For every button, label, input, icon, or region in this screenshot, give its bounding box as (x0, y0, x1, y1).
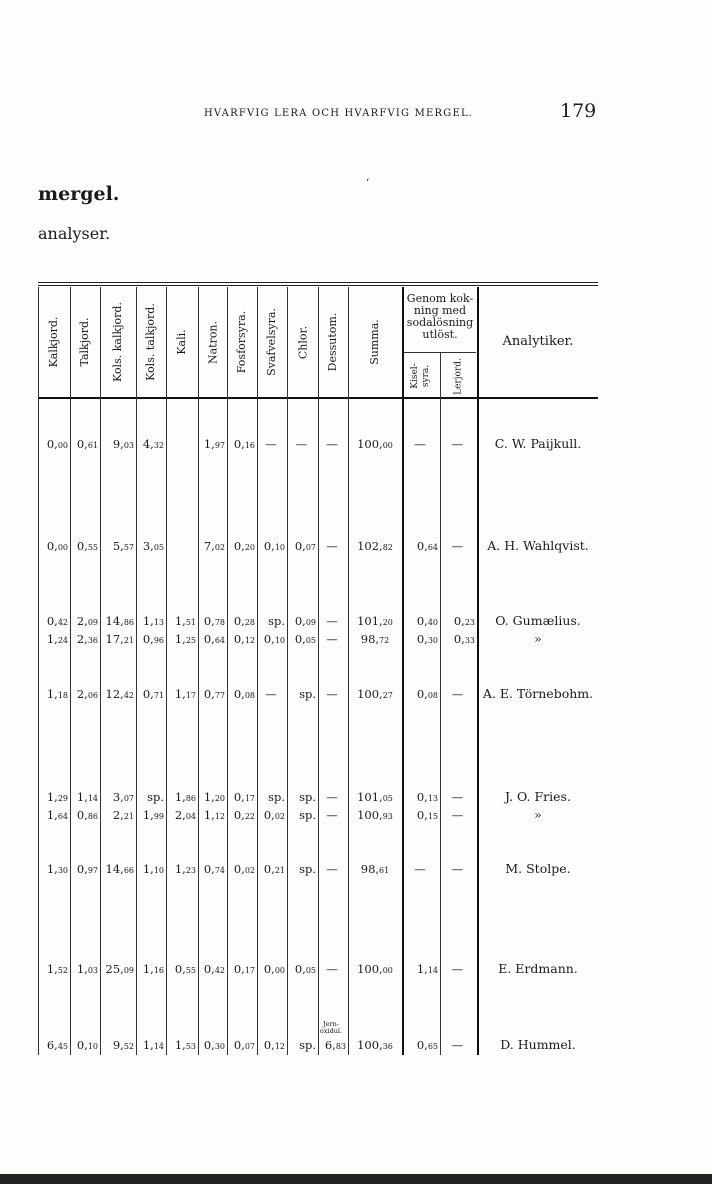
column-rule (227, 287, 228, 1055)
table-cell: 0,12 (233, 632, 255, 646)
table-cell: 0,00 (46, 437, 68, 451)
analyst-name: » (534, 631, 542, 646)
table-cell: — (326, 790, 338, 804)
genom-subheader: Lerjord. (453, 357, 463, 395)
table-cell: 2,06 (76, 687, 98, 701)
table-cell: — (326, 632, 338, 646)
column-rule (477, 287, 479, 1055)
table-cell: 1,24 (46, 632, 68, 646)
table-cell: 0,22 (233, 808, 255, 822)
table-cell: — (451, 687, 464, 701)
table-cell: 0,05 (294, 962, 316, 976)
table-cell: 9,52 (112, 1038, 134, 1052)
table-cell: 0,07 (233, 1038, 255, 1052)
table-cell: — (265, 687, 277, 701)
table-cell: 0,17 (233, 790, 255, 804)
table-cell: — (326, 687, 338, 701)
table-cell: 98,72 (360, 632, 390, 646)
table-cell: 1,51 (174, 614, 196, 628)
table-cell: 1,13 (142, 614, 164, 628)
section-title: mergel. (38, 183, 120, 205)
table-cell: 0,86 (76, 808, 98, 822)
column-header: Summa. (368, 319, 381, 365)
table-cell: 0,61 (76, 437, 98, 451)
table-cell: 0,40 (416, 614, 438, 628)
table-cell: — (265, 437, 277, 451)
table-cell: 1,29 (46, 790, 68, 804)
table-cell: 14,66 (105, 862, 134, 876)
table-cell: sp. (299, 790, 316, 804)
table-cell: — (414, 437, 426, 451)
table-cell: 6,83 (324, 1038, 346, 1052)
table-cell: 1,53 (174, 1038, 196, 1052)
table-cell: 0,02 (233, 862, 255, 876)
table-cell: 0,55 (76, 539, 98, 553)
table-cell: — (414, 862, 426, 876)
table-cell: 1,16 (142, 962, 164, 976)
stray-mark: ‘ (366, 178, 370, 189)
table-cell: 1,23 (174, 862, 196, 876)
column-rule (348, 287, 349, 1055)
table-cell: — (326, 862, 338, 876)
table-cell: 0,07 (294, 539, 316, 553)
column-header: Natron. (206, 320, 219, 364)
column-rule (38, 287, 39, 1055)
column-rule (166, 287, 167, 1055)
section-subtitle: analyser. (38, 224, 111, 243)
table-cell: — (326, 808, 338, 822)
table-cell: 0,00 (263, 962, 285, 976)
table-cell: 0,33 (453, 632, 475, 646)
table-cell: — (451, 962, 464, 976)
table-cell: 1,99 (142, 808, 164, 822)
table-cell: 0,08 (416, 687, 438, 701)
table-cell: 12,42 (105, 687, 134, 701)
column-header: Kols. kalkjord. (111, 302, 124, 382)
table-cell: 25,09 (105, 962, 134, 976)
page-bottom-edge (0, 1174, 712, 1184)
table-cell: 1,14 (142, 1038, 164, 1052)
column-header: Kalkjord. (47, 316, 60, 368)
table-cell: 9,03 (112, 437, 134, 451)
table-cell: 1,30 (46, 862, 68, 876)
column-header: Kali. (175, 329, 188, 355)
table-cell: sp. (299, 1038, 316, 1052)
genom-subheader: Kisel- syra. (410, 363, 431, 389)
dessutom-note: Jern- oxidul. (319, 1020, 343, 1035)
table-cell: 1,97 (203, 437, 225, 451)
table-cell: 0,10 (263, 539, 285, 553)
table-cell: sp. (268, 614, 285, 628)
table-cell: 1,14 (416, 962, 438, 976)
table-cell: — (295, 437, 308, 451)
table-cell: 0,12 (263, 1038, 285, 1052)
table-cell: 0,15 (416, 808, 438, 822)
column-rule (287, 287, 288, 1055)
analyst-name: C. W. Paijkull. (494, 436, 582, 451)
table-cell: 0,10 (263, 632, 285, 646)
table-cell: 0,02 (263, 808, 285, 822)
table-cell: — (326, 539, 338, 553)
table-cell: — (326, 437, 338, 451)
table-cell: 0,64 (203, 632, 225, 646)
table-cell: 1,25 (174, 632, 196, 646)
table-cell: 100,36 (357, 1038, 393, 1052)
table-cell: 0,42 (46, 614, 68, 628)
table-cell: 0,30 (416, 632, 438, 646)
table-cell: — (451, 808, 464, 822)
table-top-rule (38, 282, 598, 283)
table-cell: 0,05 (294, 632, 316, 646)
table-cell: 4,32 (142, 437, 164, 451)
column-header: Kols. talkjord. (144, 303, 157, 381)
table-cell: 0,13 (416, 790, 438, 804)
table-cell: 7,02 (203, 539, 225, 553)
table-cell: 6,45 (46, 1038, 68, 1052)
table-cell: 17,21 (105, 632, 134, 646)
table-cell: 0,97 (76, 862, 98, 876)
table-cell: — (326, 614, 338, 628)
table-cell: sp. (299, 808, 316, 822)
column-header: Talkjord. (78, 317, 91, 367)
column-header: Fosforsyra. (235, 310, 248, 374)
table-cell: 0,64 (416, 539, 438, 553)
table-cell: 0,00 (46, 539, 68, 553)
analytiker-header: Analytiker. (502, 334, 574, 349)
table-cell: 0,20 (233, 539, 255, 553)
column-header: Dessutom. (326, 312, 339, 372)
genom-header: Genom kok- ning med sodalösning utlöst. (406, 292, 474, 341)
table-cell: — (451, 539, 464, 553)
table-cell: 0,09 (294, 614, 316, 628)
table-cell: 3,05 (142, 539, 164, 553)
table-cell: 0,21 (263, 862, 285, 876)
table-cell: 0,77 (203, 687, 225, 701)
analyst-name: O. Gumælius. (495, 613, 581, 628)
table-cell: 0,65 (416, 1038, 438, 1052)
running-head: HVARFVIG LERA OCH HVARFVIG MERGEL. (204, 108, 474, 119)
table-cell: 1,20 (203, 790, 225, 804)
table-cell: 2,09 (76, 614, 98, 628)
table-cell: 1,86 (174, 790, 196, 804)
table-cell: 0,96 (142, 632, 164, 646)
analyst-name: E. Erdmann. (498, 961, 578, 976)
table-cell: 0,16 (233, 437, 255, 451)
table-cell: 100,27 (357, 687, 393, 701)
analyst-name: D. Hummel. (500, 1037, 576, 1052)
analyst-name: M. Stolpe. (505, 861, 571, 876)
table-cell: 101,05 (357, 790, 393, 804)
table-cell: 101,20 (357, 614, 393, 628)
table-cell: 1,10 (142, 862, 164, 876)
table-cell: 1,18 (46, 687, 68, 701)
table-cell: — (451, 790, 464, 804)
table-cell: 1,03 (76, 962, 98, 976)
column-rule (402, 287, 404, 1055)
table-cell: — (451, 862, 464, 876)
column-header: Svafvelsyra. (265, 308, 278, 376)
table-cell: 1,14 (76, 790, 98, 804)
table-cell: 100,93 (357, 808, 393, 822)
column-rule (100, 287, 101, 1055)
table-cell: 5,57 (112, 539, 134, 553)
page-number: 179 (560, 100, 597, 122)
table-cell: 0,23 (453, 614, 475, 628)
table-cell: 0,71 (142, 687, 164, 701)
table-cell: 0,55 (174, 962, 196, 976)
column-header: Chlor. (296, 325, 309, 359)
table-cell: 0,10 (76, 1038, 98, 1052)
column-rule (136, 287, 137, 1055)
column-rule (318, 287, 319, 1055)
column-rule (70, 287, 71, 1055)
table-cell: 0,42 (203, 962, 225, 976)
table-cell: 1,64 (46, 808, 68, 822)
table-cell: sp. (268, 790, 285, 804)
analyst-name: » (534, 807, 542, 822)
table-cell: 0,30 (203, 1038, 225, 1052)
table-cell: 102,82 (357, 539, 393, 553)
table-cell: 2,21 (112, 808, 134, 822)
column-rule (198, 287, 199, 1055)
column-rule (257, 287, 258, 1055)
table-cell: 0,17 (233, 962, 255, 976)
table-cell: 2,36 (76, 632, 98, 646)
table-cell: 100,00 (357, 962, 393, 976)
table-cell: — (451, 1038, 464, 1052)
table-cell: 1,12 (203, 808, 225, 822)
table-cell: sp. (299, 687, 316, 701)
table-cell: — (451, 437, 464, 451)
table-cell: 14,86 (105, 614, 134, 628)
table-cell: 2,04 (174, 808, 196, 822)
table-cell: sp. (147, 790, 164, 804)
table-cell: 100,00 (357, 437, 393, 451)
table-top-rule-2 (38, 285, 598, 286)
table-cell: 1,17 (174, 687, 196, 701)
table-cell: — (326, 962, 338, 976)
table-cell: 1,52 (46, 962, 68, 976)
table-cell: 0,74 (203, 862, 225, 876)
analyst-name: A. H. Wahlqvist. (487, 538, 589, 553)
table-cell: 0,08 (233, 687, 255, 701)
analyst-name: A. E. Törnebohm. (482, 686, 594, 701)
table-cell: 0,28 (233, 614, 255, 628)
analyst-name: J. O. Fries. (505, 789, 571, 804)
table-cell: 3,07 (112, 790, 134, 804)
column-rule (440, 352, 441, 1055)
table-cell: 0,78 (203, 614, 225, 628)
table-cell: 98,61 (360, 862, 390, 876)
table-cell: sp. (299, 862, 316, 876)
